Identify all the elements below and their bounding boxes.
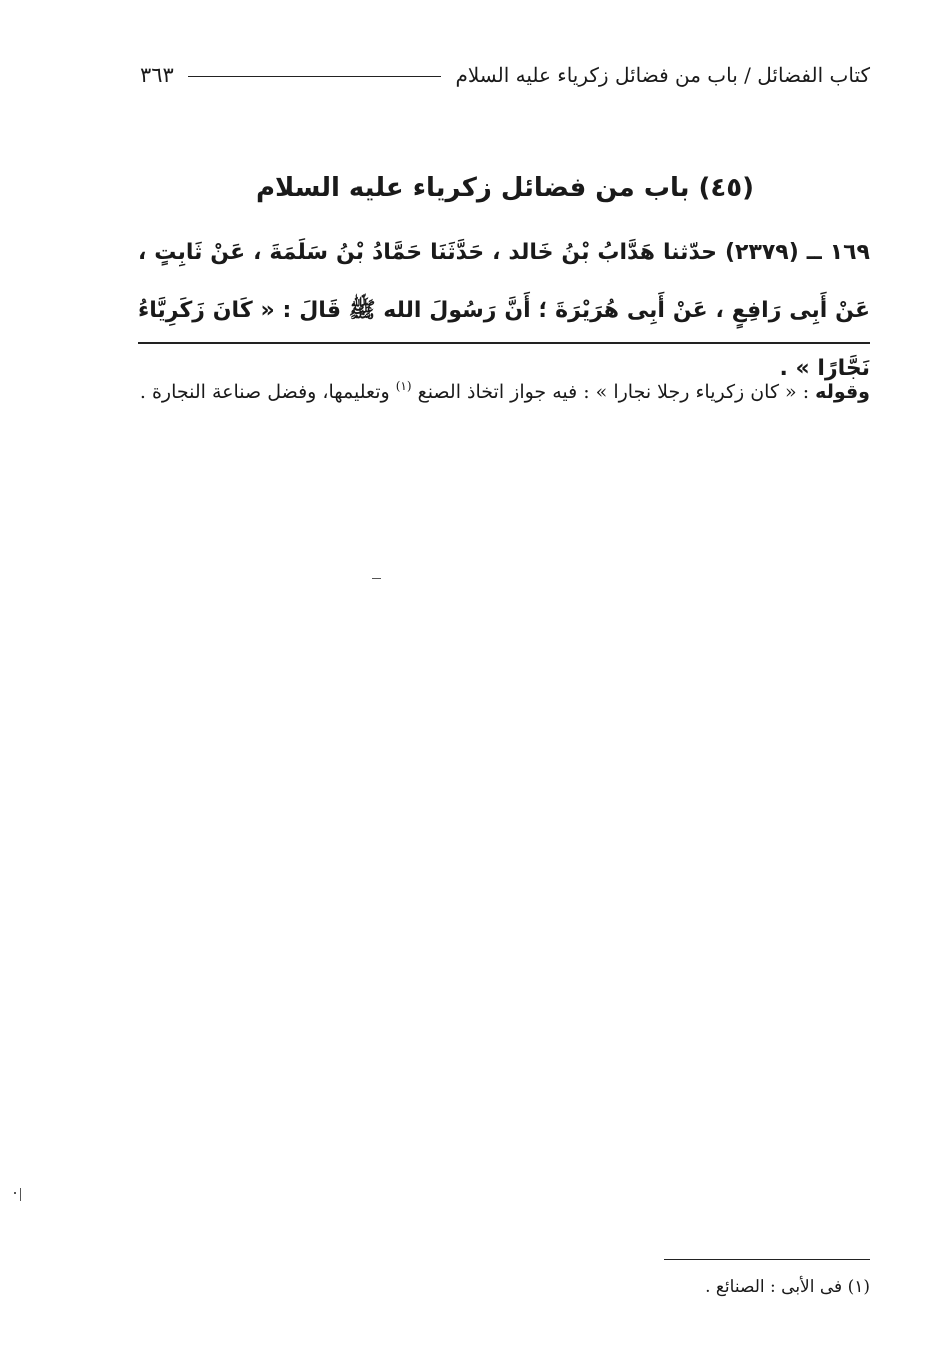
scan-speck [372,578,381,579]
footnote-rule [664,1259,870,1260]
chapter-heading: (٤٥) باب من فضائل زكرياء عليه السلام [255,173,755,203]
text-commentary-divider [138,342,870,344]
page-number: ٣٦٣ [140,63,174,87]
running-header [140,58,870,92]
commentary-paragraph [138,366,870,412]
commentary-lead: وقوله [815,381,870,403]
commentary-text-after-ref: وتعليمها، وفضل صناعة النجارة . [139,381,396,403]
scan-speck [14,1192,16,1194]
commentary-text-before-ref: : « كان زكرياء رجلا نجارا » : فيه جواز اتخاذ الصنع [411,381,816,403]
footnote: (١) فى الأبى : الصنائع . [705,1277,870,1297]
scan-speck [20,1188,21,1201]
header-rule [188,76,442,77]
hadith-text: ١٦٩ ــ (٢٣٧٩) حدّثنا هَدَّابُ بْنُ خَالد ، حَدَّثَنَا حَمَّادُ بْنُ سَلَمَةَ ، عَنْ ثَابِتٍ ، عَنْ أَبِى رَافِعٍ ، عَنْ أَبِى هُرَيْرَةَ ؛ أَنَّ رَسُولَ الله ﷺ قَالَ : « كَانَ زَكَرِيَّاءُ نَجَّارًا » . [138,240,870,381]
footnote-reference[interactable]: (١) [395,379,412,393]
running-title: كتاب الفضائل / باب من فضائل زكرياء عليه السلام [455,63,870,87]
